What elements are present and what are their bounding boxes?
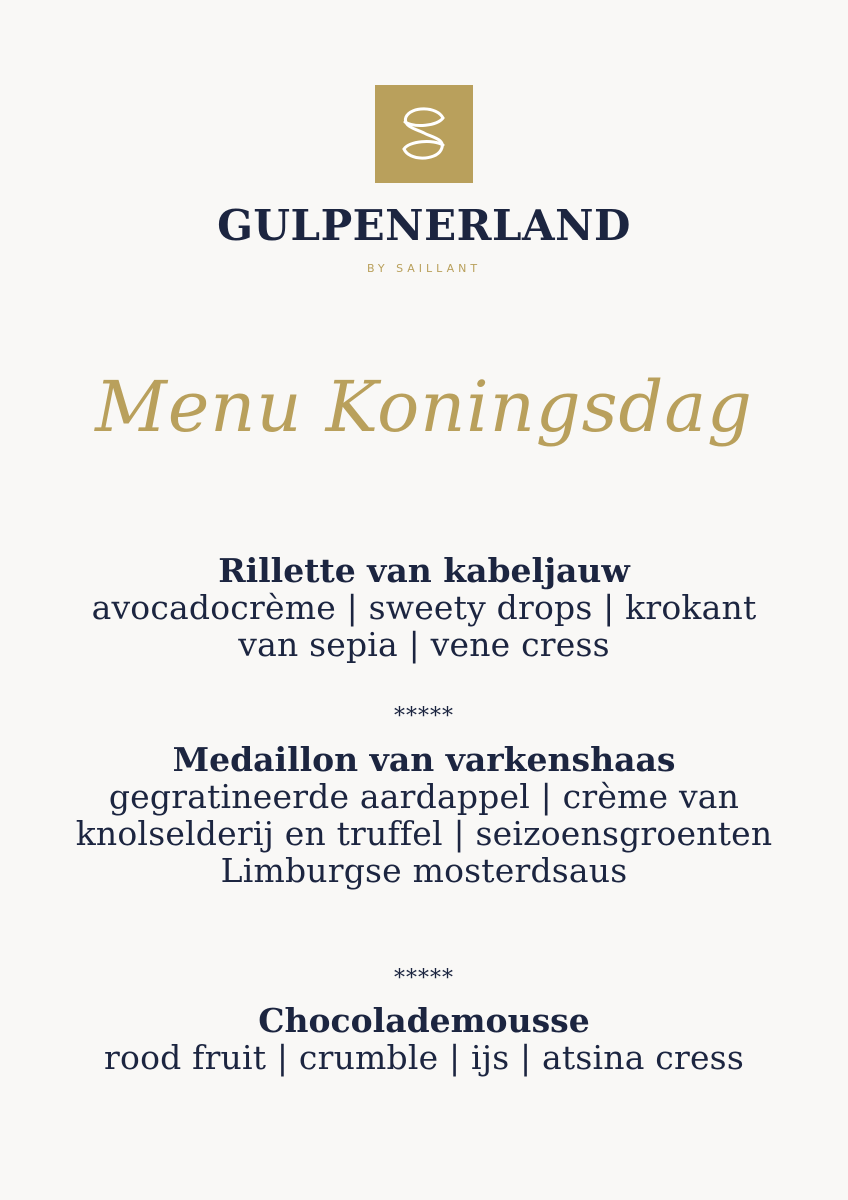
course-main bbox=[0, 741, 848, 889]
brand-subtitle: BY SAILLANT bbox=[366, 262, 482, 275]
dish-name: Chocolademousse bbox=[258, 1001, 590, 1040]
menu-title: Menu Koningsdag bbox=[95, 366, 753, 448]
dish-description-line: Limburgse mosterdsaus bbox=[220, 851, 628, 890]
dish-description-line: rood fruit | crumble | ijs | atsina cress bbox=[104, 1038, 744, 1077]
s-monogram-icon bbox=[375, 85, 473, 183]
course-separator: ***** bbox=[394, 966, 454, 991]
dish-description-line: van sepia | vene cress bbox=[238, 625, 610, 664]
dish-name: Rillette van kabeljauw bbox=[218, 551, 630, 590]
course-separator: ***** bbox=[394, 704, 454, 729]
course-starter bbox=[0, 552, 848, 663]
brand-name: GULPENERLAND bbox=[217, 201, 631, 250]
dish-description-line: avocadocrème | sweety drops | krokant bbox=[91, 588, 757, 627]
logo bbox=[375, 85, 473, 183]
dish-description-line: knolselderij en truffel | seizoensgroenten bbox=[75, 814, 773, 853]
dish-name: Medaillon van varkenshaas bbox=[172, 740, 676, 779]
dish-description-line: gegratineerde aardappel | crème van bbox=[108, 777, 740, 816]
course-dessert bbox=[0, 1002, 848, 1076]
